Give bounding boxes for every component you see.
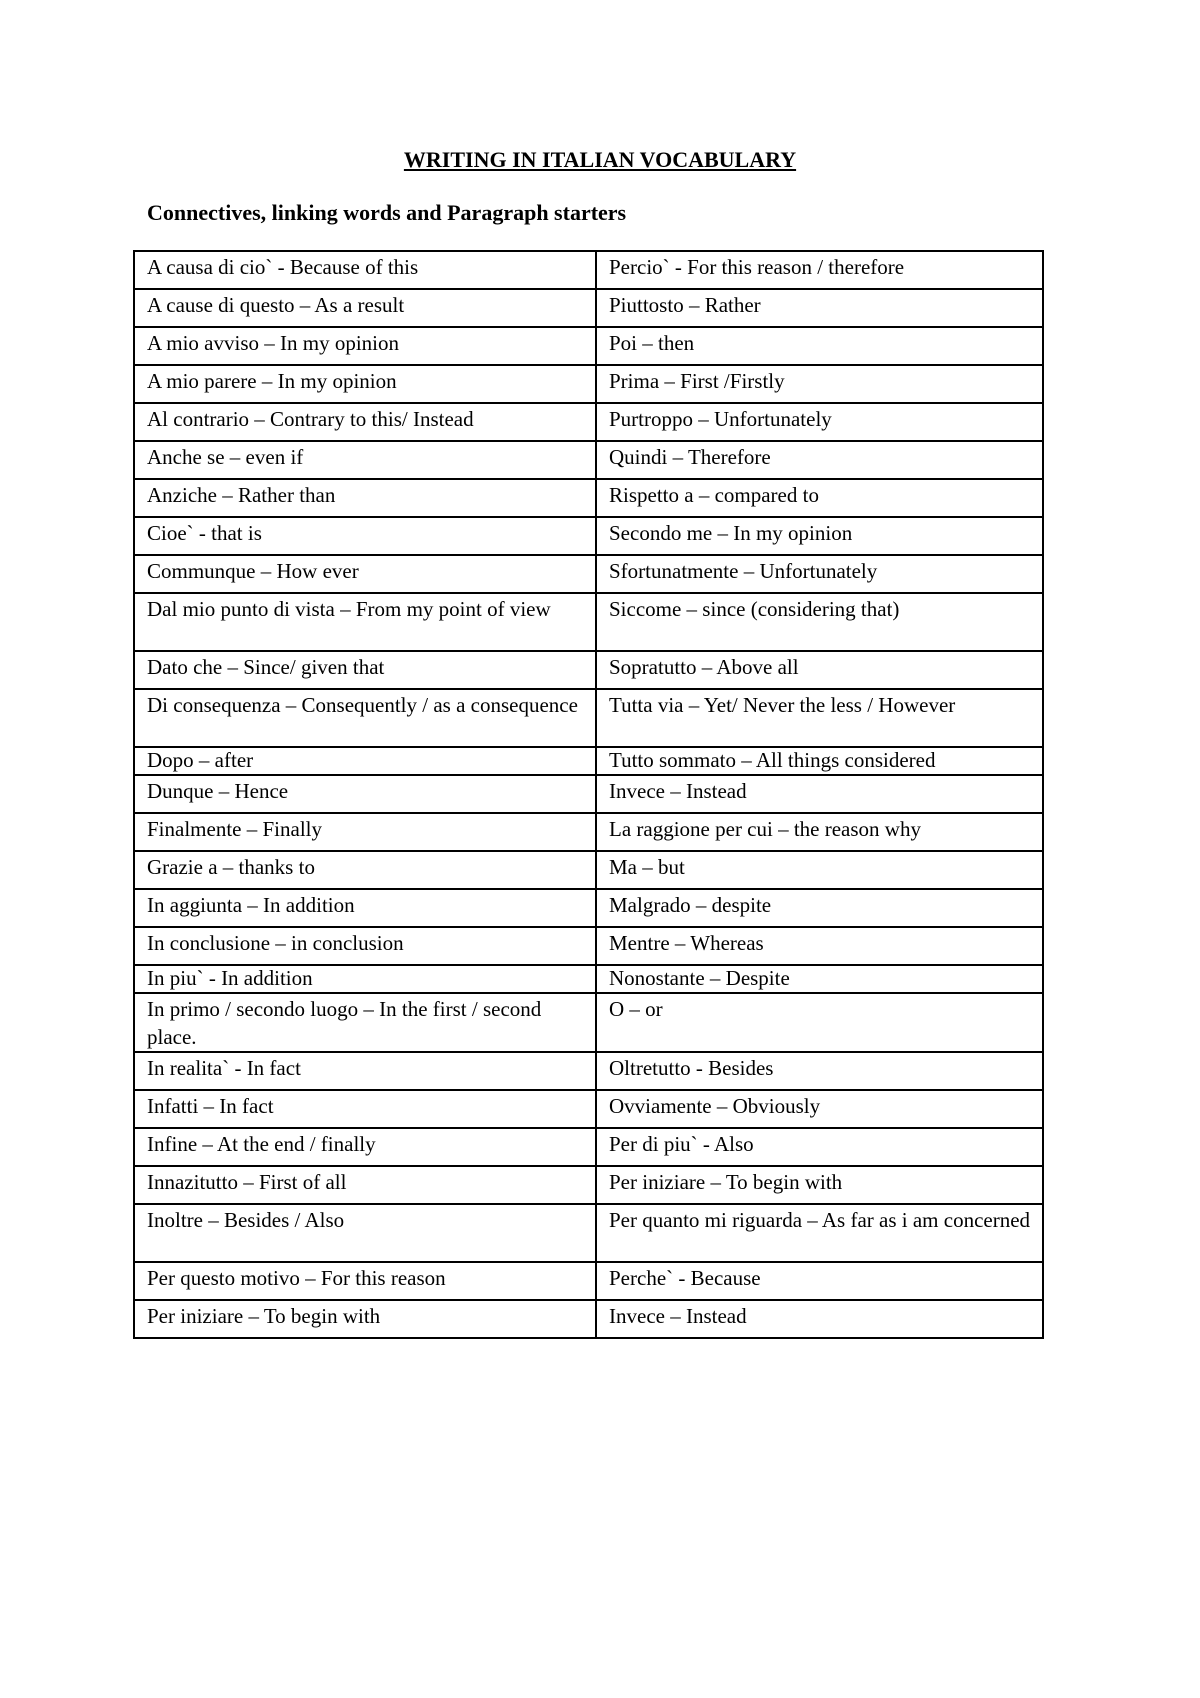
italian-phrase-cell: Di consequenza – Consequently / as a consequence (134, 689, 596, 747)
italian-phrase-cell: Poi – then (596, 327, 1043, 365)
table-row (134, 403, 1043, 441)
italian-phrase-cell: Dato che – Since/ given that (134, 651, 596, 689)
table-row (134, 1052, 1043, 1090)
italian-phrase-cell: Infatti – In fact (134, 1090, 596, 1128)
italian-phrase-cell: Per quanto mi riguarda – As far as i am concerned (596, 1204, 1043, 1262)
italian-phrase-cell: Malgrado – despite (596, 889, 1043, 927)
italian-phrase-cell: O – or (596, 993, 1043, 1052)
italian-phrase-cell: Ma – but (596, 851, 1043, 889)
table-row (134, 965, 1043, 993)
italian-phrase-cell: In realita` - In fact (134, 1052, 596, 1090)
italian-phrase-cell: Sopratutto – Above all (596, 651, 1043, 689)
italian-phrase-cell: Invece – Instead (596, 1300, 1043, 1338)
table-row (134, 889, 1043, 927)
table-row (134, 1166, 1043, 1204)
italian-phrase-cell: Communque – How ever (134, 555, 596, 593)
vocabulary-table (133, 250, 1044, 1339)
table-row (134, 327, 1043, 365)
italian-phrase-cell: Secondo me – In my opinion (596, 517, 1043, 555)
italian-phrase-cell: A mio parere – In my opinion (134, 365, 596, 403)
italian-phrase-cell: A cause di questo – As a result (134, 289, 596, 327)
table-row (134, 517, 1043, 555)
italian-phrase-cell: Dal mio punto di vista – From my point of view (134, 593, 596, 651)
table-row (134, 365, 1043, 403)
italian-phrase-cell: Inoltre – Besides / Also (134, 1204, 596, 1262)
italian-phrase-cell: Piuttosto – Rather (596, 289, 1043, 327)
table-row (134, 1262, 1043, 1300)
table-row (134, 775, 1043, 813)
italian-phrase-cell: Sfortunatmente – Unfortunately (596, 555, 1043, 593)
italian-phrase-cell: Grazie a – thanks to (134, 851, 596, 889)
italian-phrase-cell: Per questo motivo – For this reason (134, 1262, 596, 1300)
table-row (134, 479, 1043, 517)
italian-phrase-cell: Tutto sommato – All things considered (596, 747, 1043, 775)
table-row (134, 747, 1043, 775)
table-row (134, 651, 1043, 689)
italian-phrase-cell: A mio avviso – In my opinion (134, 327, 596, 365)
italian-phrase-cell: Al contrario – Contrary to this/ Instead (134, 403, 596, 441)
italian-phrase-cell: Invece – Instead (596, 775, 1043, 813)
italian-phrase-cell: A causa di cio` - Because of this (134, 251, 596, 289)
italian-phrase-cell: Mentre – Whereas (596, 927, 1043, 965)
table-row (134, 289, 1043, 327)
italian-phrase-cell: Rispetto a – compared to (596, 479, 1043, 517)
italian-phrase-cell: Quindi – Therefore (596, 441, 1043, 479)
italian-phrase-cell: Per iniziare – To begin with (596, 1166, 1043, 1204)
italian-phrase-cell: Anziche – Rather than (134, 479, 596, 517)
italian-phrase-cell: Ovviamente – Obviously (596, 1090, 1043, 1128)
italian-phrase-cell: La raggione per cui – the reason why (596, 813, 1043, 851)
table-row (134, 927, 1043, 965)
section-heading: Connectives, linking words and Paragraph starters (147, 200, 627, 225)
italian-phrase-cell: Per di piu` - Also (596, 1128, 1043, 1166)
table-row (134, 251, 1043, 289)
table-row (134, 1128, 1043, 1166)
table-row (134, 993, 1043, 1052)
table-row (134, 813, 1043, 851)
page-title: WRITING IN ITALIAN VOCABULARY (403, 147, 797, 172)
italian-phrase-cell: Anche se – even if (134, 441, 596, 479)
italian-phrase-cell: Innazitutto – First of all (134, 1166, 596, 1204)
italian-phrase-cell: Finalmente – Finally (134, 813, 596, 851)
italian-phrase-cell: Siccome – since (considering that) (596, 593, 1043, 651)
table-row (134, 555, 1043, 593)
italian-phrase-cell: Prima – First /Firstly (596, 365, 1043, 403)
italian-phrase-cell: Infine – At the end / finally (134, 1128, 596, 1166)
table-row (134, 689, 1043, 747)
italian-phrase-cell: In aggiunta – In addition (134, 889, 596, 927)
italian-phrase-cell: Dopo – after (134, 747, 596, 775)
italian-phrase-cell: Purtroppo – Unfortunately (596, 403, 1043, 441)
italian-phrase-cell: Perche` - Because (596, 1262, 1043, 1300)
table-row (134, 851, 1043, 889)
italian-phrase-cell: In conclusione – in conclusion (134, 927, 596, 965)
italian-phrase-cell: In piu` - In addition (134, 965, 596, 993)
italian-phrase-cell: Cioe` - that is (134, 517, 596, 555)
table-row (134, 1204, 1043, 1262)
italian-phrase-cell: Dunque – Hence (134, 775, 596, 813)
table-row (134, 441, 1043, 479)
italian-phrase-cell: Oltretutto - Besides (596, 1052, 1043, 1090)
italian-phrase-cell: Nonostante – Despite (596, 965, 1043, 993)
table-row (134, 1090, 1043, 1128)
italian-phrase-cell: Per iniziare – To begin with (134, 1300, 596, 1338)
italian-phrase-cell: In primo / secondo luogo – In the first / second place. (134, 993, 596, 1052)
italian-phrase-cell: Tutta via – Yet/ Never the less / However (596, 689, 1043, 747)
italian-phrase-cell: Percio` - For this reason / therefore (596, 251, 1043, 289)
table-row (134, 1300, 1043, 1338)
table-row (134, 593, 1043, 651)
